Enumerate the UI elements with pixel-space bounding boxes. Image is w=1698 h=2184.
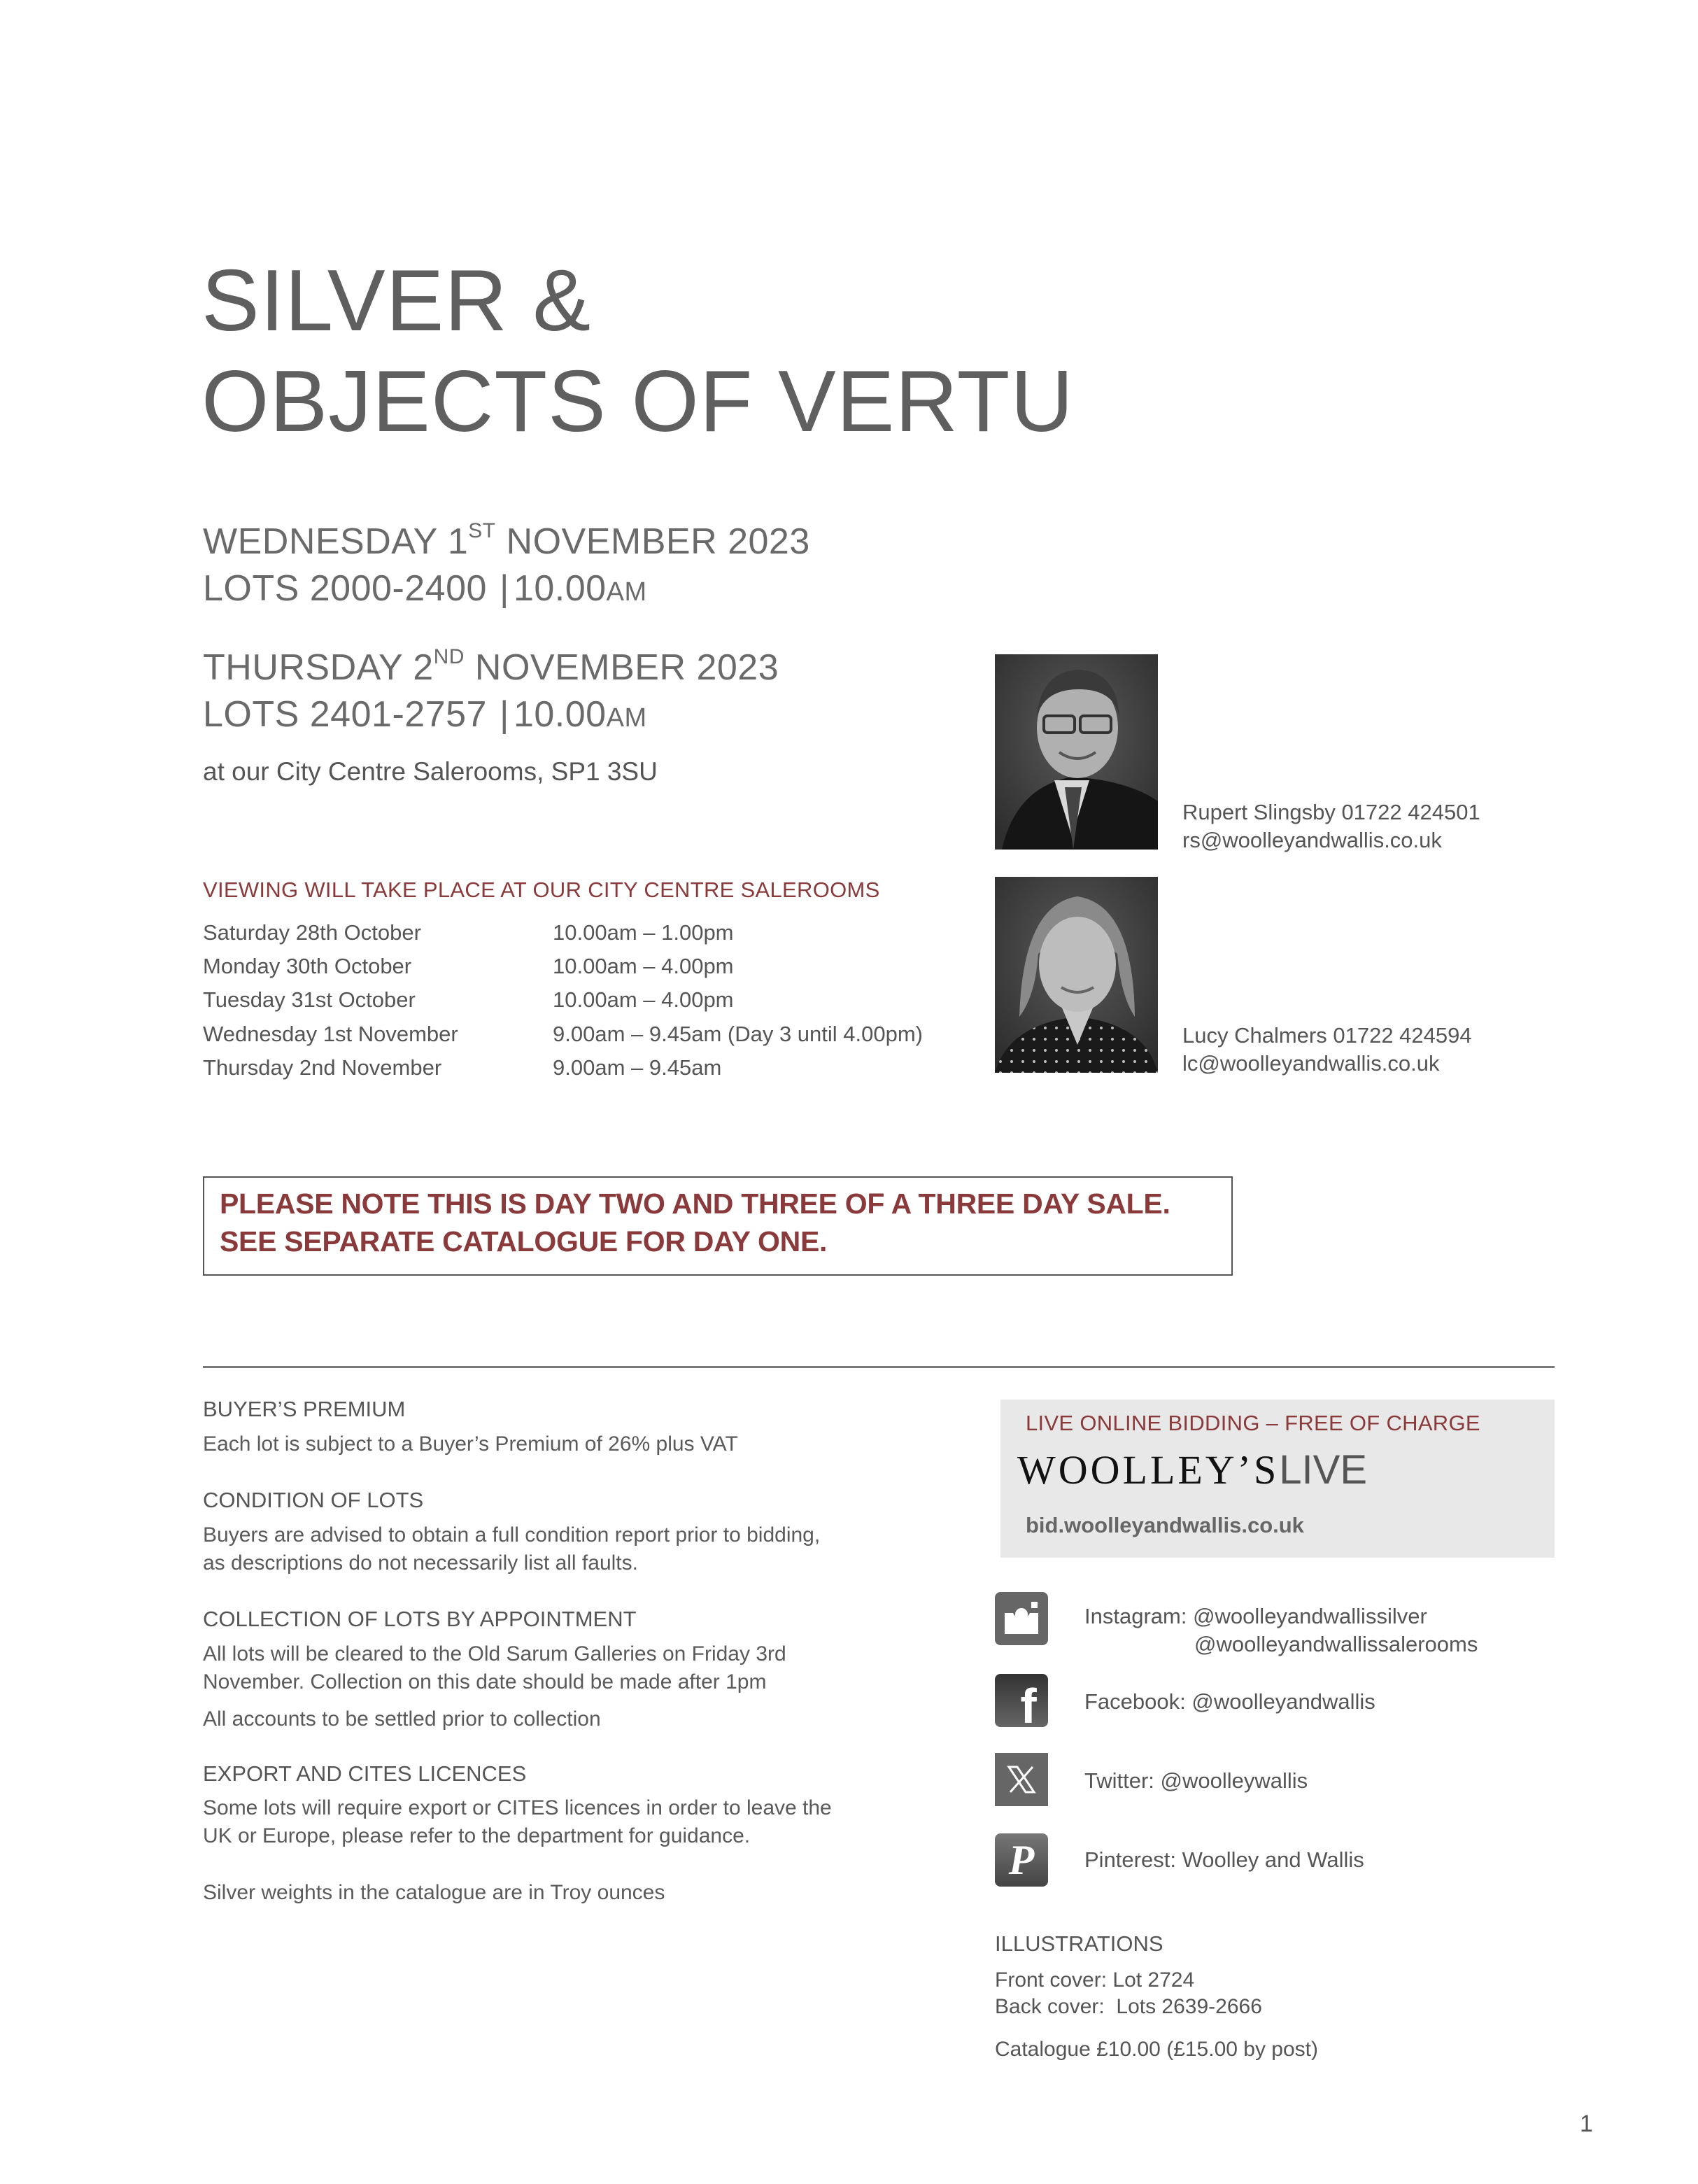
buyers-premium-heading: BUYER’S PREMIUM xyxy=(203,1397,406,1421)
sale-time: 10.00 xyxy=(513,568,607,609)
title-line-1: SILVER & xyxy=(201,253,592,349)
woolleys-live-logo xyxy=(1017,1447,1368,1493)
contact-email[interactable]: rs@woolleyandwallis.co.uk xyxy=(1182,828,1442,852)
viewing-row xyxy=(203,920,734,948)
day-number: 2 xyxy=(413,647,434,688)
export-heading: EXPORT AND CITES LICENCES xyxy=(203,1761,527,1786)
contact-name-phone: Lucy Chalmers 01722 424594 xyxy=(1182,1023,1472,1048)
social-handle[interactable]: @woolleywallis xyxy=(1160,1768,1308,1793)
facebook-icon[interactable]: f xyxy=(995,1674,1048,1727)
viewing-row xyxy=(203,987,734,1015)
pinterest-icon[interactable]: P xyxy=(995,1833,1048,1887)
divider xyxy=(203,1366,1555,1368)
viewing-time: 9.00am – 9.45am xyxy=(553,1055,722,1080)
time-suffix: AM xyxy=(606,577,647,607)
body-line: as descriptions do not necessarily list all faults. xyxy=(203,1551,638,1574)
viewing-time: 10.00am – 4.00pm xyxy=(553,954,734,978)
day-number: 1 xyxy=(447,521,469,562)
logo-woolleys: WOOLLEY’S xyxy=(1017,1447,1280,1493)
catalogue-price: Catalogue £10.00 (£15.00 by post) xyxy=(995,2038,1318,2061)
separator: | xyxy=(499,694,509,735)
photo-lucy-chalmers xyxy=(995,877,1158,1073)
viewing-date: Monday 30th October xyxy=(203,954,412,978)
viewing-time: 9.00am – 9.45am (Day 3 until 4.00pm) xyxy=(553,1022,923,1046)
buyers-premium-text xyxy=(203,1430,738,1458)
separator: | xyxy=(499,568,509,609)
body-line: All lots will be cleared to the Old Sarum Galleries on Friday 3rd xyxy=(203,1642,786,1665)
export-text xyxy=(203,1794,832,1850)
silver-weights-note: Silver weights in the catalogue are in Troy ounces xyxy=(203,1881,665,1904)
page-number: 1 xyxy=(1580,2111,1593,2137)
condition-heading: CONDITION OF LOTS xyxy=(203,1488,424,1512)
instagram-icon[interactable] xyxy=(995,1592,1048,1645)
viewing-time: 10.00am – 4.00pm xyxy=(553,987,734,1012)
notice-line-2: SEE SEPARATE CATALOGUE FOR DAY ONE. xyxy=(220,1225,828,1257)
sale-time: 10.00 xyxy=(513,694,607,735)
back-cover-lots: Back cover: Lots 2639-2666 xyxy=(995,1995,1262,2018)
body-line: Each lot is subject to a Buyer’s Premium of 26% plus VAT xyxy=(203,1432,738,1456)
time-suffix: AM xyxy=(606,703,647,733)
lot-range: LOTS 2000-2400 xyxy=(203,568,487,609)
bidding-url-link[interactable]: bid.woolleyandwallis.co.uk xyxy=(1026,1513,1304,1537)
front-cover-lot: Front cover: Lot 2724 xyxy=(995,1968,1195,1992)
notice-line-1: PLEASE NOTE THIS IS DAY TWO AND THREE OF A THREE DAY SALE. xyxy=(220,1188,1170,1220)
day-one-notice xyxy=(203,1176,1233,1276)
photo-rupert-slingsby xyxy=(995,654,1158,850)
social-label: Instagram: xyxy=(1084,1604,1187,1628)
facebook-handle xyxy=(1084,1688,1375,1716)
venue: at our City Centre Salerooms, SP1 3SU xyxy=(203,757,658,786)
collection-accounts-note: All accounts to be settled prior to collection xyxy=(203,1707,601,1731)
viewing-row xyxy=(203,1055,721,1083)
social-handle[interactable]: @woolleyandwallissilver xyxy=(1193,1604,1427,1628)
viewing-date: Tuesday 31st October xyxy=(203,987,416,1012)
live-bidding-heading: LIVE ONLINE BIDDING – FREE OF CHARGE xyxy=(1026,1411,1480,1435)
social-label: Pinterest: xyxy=(1084,1847,1176,1872)
sale-day-1-lots xyxy=(203,570,647,607)
illustrations-heading: ILLUSTRATIONS xyxy=(995,1931,1163,1956)
instagram-handles xyxy=(1084,1602,1478,1658)
viewing-row xyxy=(203,954,734,982)
portrait-male-image xyxy=(995,654,1158,850)
title-line-2: OBJECTS OF VERTU xyxy=(201,353,1074,450)
weekday: WEDNESDAY xyxy=(203,521,437,562)
contact-name-phone: Rupert Slingsby 01722 424501 xyxy=(1182,800,1480,824)
collection-text xyxy=(203,1640,786,1696)
live-bidding-panel xyxy=(1000,1400,1555,1558)
viewing-row xyxy=(203,1022,923,1050)
month-year: NOVEMBER 2023 xyxy=(474,647,779,688)
logo-live: LIVE xyxy=(1279,1447,1368,1493)
social-handle[interactable]: @woolleyandwallissalerooms xyxy=(1194,1632,1478,1656)
viewing-date: Saturday 28th October xyxy=(203,920,421,945)
viewing-time: 10.00am – 1.00pm xyxy=(553,920,734,945)
day-suffix: ND xyxy=(433,645,465,668)
sale-day-2-date xyxy=(203,645,779,688)
sale-day-1-date xyxy=(203,519,810,562)
twitter-handle xyxy=(1084,1767,1308,1795)
body-line: Some lots will require export or CITES licences in order to leave the xyxy=(203,1796,832,1819)
contact-rupert xyxy=(1182,798,1480,854)
viewing-heading: VIEWING WILL TAKE PLACE AT OUR CITY CENTRE SALEROOMS xyxy=(203,878,880,902)
social-handle[interactable]: Woolley and Wallis xyxy=(1182,1847,1364,1872)
body-line: Buyers are advised to obtain a full condition report prior to bidding, xyxy=(203,1523,821,1547)
social-handle[interactable]: @woolleyandwallis xyxy=(1191,1689,1375,1714)
x-twitter-icon[interactable] xyxy=(995,1753,1048,1806)
viewing-date: Thursday 2nd November xyxy=(203,1055,442,1080)
collection-heading: COLLECTION OF LOTS BY APPOINTMENT xyxy=(203,1607,637,1631)
month-year: NOVEMBER 2023 xyxy=(506,521,810,562)
viewing-date: Wednesday 1st November xyxy=(203,1022,458,1046)
day-suffix: ST xyxy=(468,519,496,542)
contact-lucy xyxy=(1182,1022,1472,1078)
social-label: Facebook: xyxy=(1084,1689,1186,1714)
social-label: Twitter: xyxy=(1084,1768,1154,1793)
condition-text xyxy=(203,1521,820,1577)
pinterest-handle xyxy=(1084,1846,1364,1874)
portrait-female-image xyxy=(995,877,1158,1073)
body-line: November. Collection on this date should be made after 1pm xyxy=(203,1670,767,1693)
contact-email[interactable]: lc@woolleyandwallis.co.uk xyxy=(1182,1051,1440,1076)
sale-day-2-lots xyxy=(203,696,647,733)
body-line: UK or Europe, please refer to the department for guidance. xyxy=(203,1824,751,1847)
lot-range: LOTS 2401-2757 xyxy=(203,694,487,735)
illustrations-list xyxy=(995,1967,1262,2020)
weekday: THURSDAY xyxy=(203,647,403,688)
